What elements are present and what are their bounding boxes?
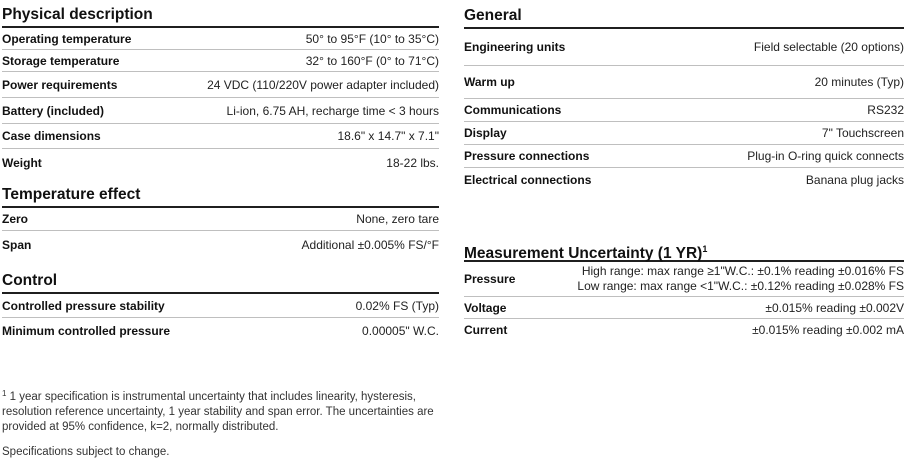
general-section: [464, 5, 904, 191]
footnote-marker: 1: [702, 244, 708, 254]
spec-label: Communications: [464, 103, 562, 117]
spec-value: Plug-in O-ring quick connects: [747, 149, 904, 163]
spec-value: 7" Touchscreen: [821, 126, 904, 140]
control-title: Control: [2, 272, 58, 289]
spec-value: Li-ion, 6.75 AH, recharge time < 3 hours: [226, 103, 439, 118]
pressure-high-range: High range: max range ≥1"W.C.: ±0.1% reading ±0.016% FS: [581, 264, 904, 278]
spec-label: Controlled pressure stability: [2, 298, 165, 313]
spec-label: Electrical connections: [464, 172, 592, 187]
spec-row-voltage: [464, 297, 904, 319]
spec-label: Voltage: [464, 300, 507, 315]
spec-value: RS232: [867, 103, 904, 117]
spec-label: Warm up: [464, 75, 515, 89]
spec-label: Minimum controlled pressure: [2, 324, 171, 338]
spec-value: ±0.015% reading ±0.002V: [765, 300, 904, 315]
spec-row-electrical-connections: [464, 168, 904, 191]
spec-row-pressure-connections: [464, 145, 904, 168]
spec-value: 20 minutes (Typ): [814, 75, 904, 89]
spec-value: 0.02% FS (Typ): [355, 298, 439, 313]
spec-value: [577, 264, 904, 294]
spec-row-battery: [2, 98, 439, 124]
spec-label: Power requirements: [2, 77, 118, 92]
spec-value: Additional ±0.005% FS/°F: [301, 237, 439, 252]
spec-label: Zero: [2, 212, 29, 226]
spec-row-span: [2, 231, 439, 258]
spec-row-pressure: [464, 262, 904, 297]
spec-row-power-requirements: [2, 72, 439, 98]
spec-value: 50° to 95°F (10° to 35°C): [305, 31, 439, 46]
pressure-low-range: Low range: max range <1"W.C.: ±0.12% reading ±0.028% FS: [577, 279, 904, 293]
spec-row-current: [464, 319, 904, 341]
spec-label: Storage temperature: [2, 53, 120, 68]
spec-label: Span: [2, 237, 32, 252]
spec-row-warm-up: [464, 66, 904, 99]
spec-row-zero: [2, 208, 439, 231]
spec-row-controlled-pressure-stability: [2, 294, 439, 318]
spec-value: 18.6" x 14.7" x 7.1": [337, 129, 439, 143]
spec-label: Pressure: [464, 272, 516, 286]
spec-value: 18-22 lbs.: [386, 155, 439, 170]
temperature-effect-section: [2, 184, 439, 258]
spec-row-weight: [2, 149, 439, 176]
physical-description-title: Physical description: [2, 6, 153, 23]
footnote-text: 1 year specification is instrumental uncertainty that includes linearity, hysteresis, resolution reference uncertainty, 1 year stability and span error. The uncertainties are provided at 95% confidence, k=2, normally distributed.: [2, 391, 434, 433]
footnote: [2, 386, 442, 435]
specifications-disclaimer: Specifications subject to change.: [2, 446, 170, 458]
measurement-uncertainty-title: [464, 238, 904, 260]
temperature-effect-title: Temperature effect: [2, 186, 141, 203]
spec-value: 0.00005" W.C.: [362, 324, 439, 338]
spec-label: Weight: [2, 155, 42, 170]
spec-label: Current: [464, 323, 508, 337]
spec-label: Display: [464, 126, 507, 140]
spec-row-operating-temperature: [2, 28, 439, 50]
spec-row-case-dimensions: [2, 124, 439, 149]
spec-label: Engineering units: [464, 40, 566, 54]
spec-row-display: [464, 122, 904, 145]
spec-row-engineering-units: [464, 29, 904, 66]
control-section: [2, 270, 439, 344]
measurement-uncertainty-section: [464, 238, 904, 341]
spec-value: 24 VDC (110/220V power adapter included): [207, 77, 439, 92]
general-title: General: [464, 7, 522, 24]
spec-value: None, zero tare: [356, 212, 439, 226]
spec-value: Banana plug jacks: [805, 172, 904, 187]
spec-row-minimum-controlled-pressure: [2, 318, 439, 344]
spec-row-communications: [464, 99, 904, 122]
spec-label: Battery (included): [2, 103, 105, 118]
footnote-marker: 1: [2, 389, 7, 398]
spec-label: Case dimensions: [2, 129, 101, 143]
spec-value: ±0.015% reading ±0.002 mA: [752, 323, 904, 337]
spec-value: 32° to 160°F (0° to 71°C): [305, 53, 439, 68]
measurement-uncertainty-title-text: Measurement Uncertainty (1 YR): [464, 245, 703, 262]
spec-value: Field selectable (20 options): [753, 40, 904, 54]
spec-label: Operating temperature: [2, 31, 132, 46]
spec-label: Pressure connections: [464, 149, 590, 163]
spec-row-storage-temperature: [2, 50, 439, 72]
physical-description-section: [2, 4, 439, 176]
